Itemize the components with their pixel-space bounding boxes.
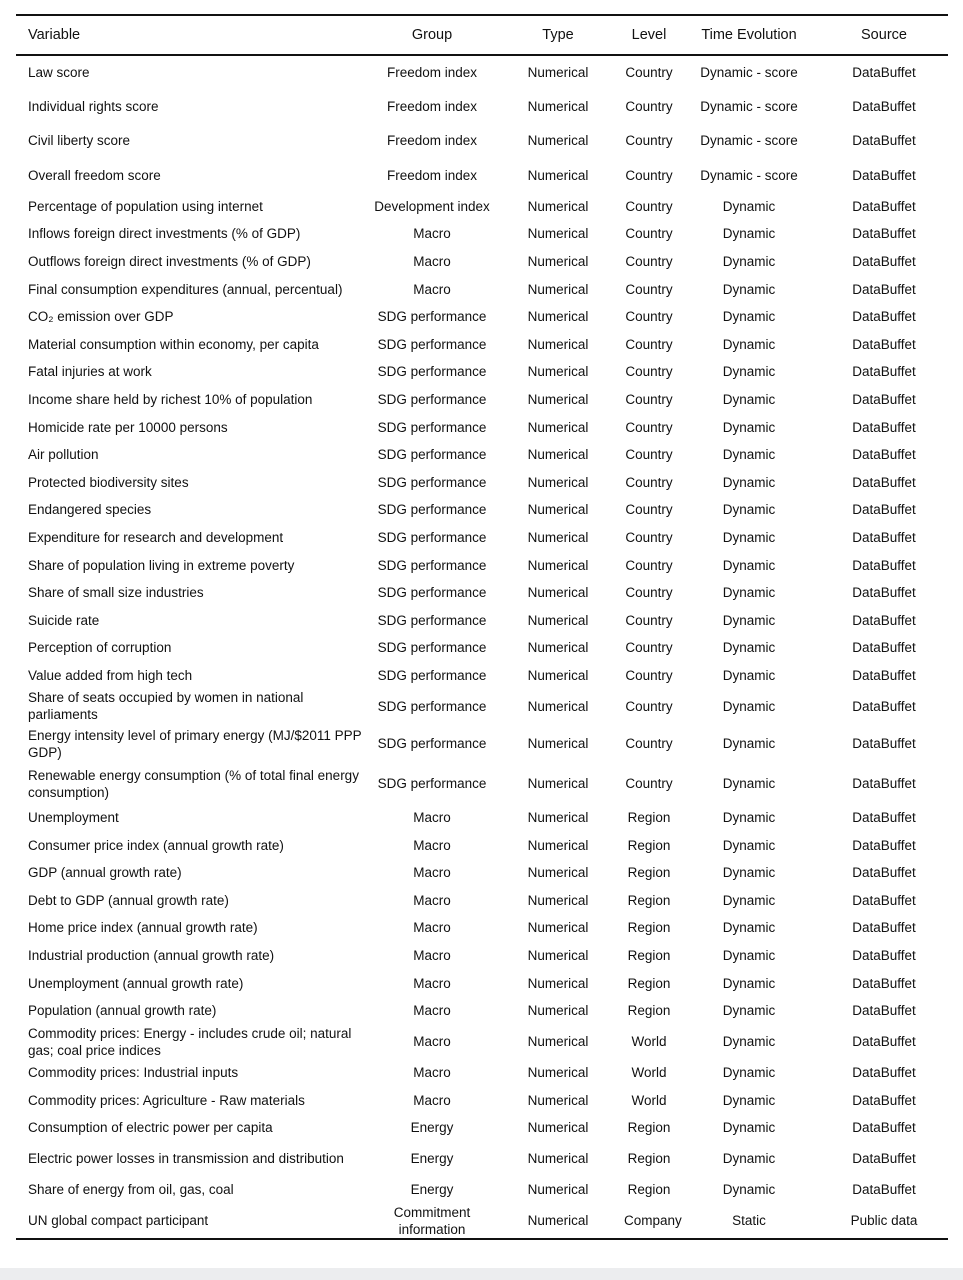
cell-variable: Inflows foreign direct investments (% of GDP) (28, 226, 301, 242)
cell-time-evolution: Dynamic (722, 502, 776, 518)
table-row (16, 764, 948, 804)
cell-level: Country (625, 226, 673, 242)
cell-source: DataBuffet (852, 392, 916, 408)
cell-time-evolution: Dynamic (722, 1092, 776, 1108)
cell-group: SDG performance (377, 557, 487, 573)
cell-variable: CO₂ emission over GDP (28, 309, 174, 325)
cell-type: Numerical (527, 640, 589, 656)
cell-level: World (631, 1092, 667, 1108)
cell-level: Region (627, 920, 671, 936)
header-variable: Variable (28, 26, 81, 43)
cell-variable: Consumer price index (annual growth rate) (28, 837, 284, 853)
cell-type: Numerical (527, 529, 589, 545)
cell-variable: Commodity prices: Agriculture - Raw materials (28, 1092, 305, 1108)
cell-group: SDG performance (377, 612, 487, 628)
table-row (16, 496, 948, 524)
cell-type: Numerical (527, 1065, 589, 1081)
cell-type: Numerical (527, 947, 589, 963)
table-row (16, 579, 948, 607)
cell-level: Region (627, 1151, 671, 1167)
cell-group: SDG performance (377, 336, 487, 352)
table-row (16, 969, 948, 997)
header-type: Type (542, 26, 574, 43)
cell-type: Numerical (527, 1120, 589, 1136)
cell-level: Country (625, 502, 673, 518)
cell-variable: Suicide rate (28, 612, 100, 628)
cell-time-evolution: Dynamic (722, 1065, 776, 1081)
cell-type: Numerical (527, 1151, 589, 1167)
table-row (16, 914, 948, 942)
cell-source: DataBuffet (852, 309, 916, 325)
cell-time-evolution: Dynamic (722, 309, 776, 325)
cell-type: Numerical (527, 167, 589, 183)
cell-type: Numerical (527, 99, 589, 115)
cell-level: Region (627, 947, 671, 963)
cell-source: DataBuffet (852, 502, 916, 518)
header-group: Group (411, 26, 453, 43)
cell-level: Country (625, 698, 673, 714)
cell-group: Macro (413, 947, 451, 963)
cell-type: Numerical (527, 392, 589, 408)
cell-variable: Commodity prices: Industrial inputs (28, 1065, 239, 1081)
table-row (16, 303, 948, 331)
cell-level: Country (625, 667, 673, 683)
cell-level: Country (625, 612, 673, 628)
cell-time-evolution: Dynamic (722, 364, 776, 380)
cell-variable: Population (annual growth rate) (28, 1003, 217, 1019)
cell-type: Numerical (527, 1034, 589, 1050)
cell-source: DataBuffet (852, 133, 916, 149)
cell-type: Numerical (527, 920, 589, 936)
table-row (16, 89, 948, 123)
table-row (16, 724, 948, 764)
cell-source: DataBuffet (852, 947, 916, 963)
cell-variable: Air pollution (28, 447, 99, 463)
cell-variable: Income share held by richest 10% of population (28, 392, 313, 408)
cell-time-evolution: Dynamic (722, 892, 776, 908)
cell-group: Freedom index (386, 99, 478, 115)
cell-variable: Individual rights score (28, 99, 159, 115)
table-row (16, 1142, 948, 1176)
cell-group: SDG performance (377, 698, 487, 714)
cell-type: Numerical (527, 198, 589, 214)
cell-type: Numerical (527, 1092, 589, 1108)
cell-level: Country (625, 254, 673, 270)
cell-time-evolution: Dynamic (722, 557, 776, 573)
cell-type: Numerical (527, 865, 589, 881)
cell-group: Freedom index (386, 65, 478, 81)
cell-level: Country (625, 736, 673, 752)
table-row (16, 1086, 948, 1114)
table-row (16, 386, 948, 414)
cell-time-evolution: Dynamic (722, 281, 776, 297)
table-row (16, 158, 948, 192)
cell-level: Country (625, 474, 673, 490)
cell-level: Country (625, 336, 673, 352)
cell-source: DataBuffet (852, 612, 916, 628)
cell-time-evolution: Dynamic (722, 1151, 776, 1167)
cell-level: Region (627, 975, 671, 991)
cell-time-evolution: Dynamic (722, 920, 776, 936)
cell-level: Country (625, 392, 673, 408)
cell-group: Macro (413, 226, 451, 242)
cell-variable: Industrial production (annual growth rate) (28, 947, 275, 963)
cell-time-evolution: Dynamic (722, 447, 776, 463)
cell-type: Numerical (527, 667, 589, 683)
cell-level: Country (625, 776, 673, 792)
cell-group: SDG performance (377, 736, 487, 752)
cell-source: DataBuffet (852, 837, 916, 853)
cell-source: DataBuffet (852, 1065, 916, 1081)
cell-type: Numerical (527, 281, 589, 297)
cell-type: Numerical (527, 1003, 589, 1019)
cell-variable: Material consumption within economy, per capita (28, 336, 319, 352)
cell-time-evolution: Dynamic - score (700, 133, 798, 149)
table-row (16, 886, 948, 914)
cell-source: DataBuffet (852, 736, 916, 752)
cell-group: Macro (413, 809, 451, 825)
cell-source: DataBuffet (852, 892, 916, 908)
cell-level: Company (624, 1213, 682, 1229)
cell-group: Macro (413, 892, 451, 908)
cell-variable: Electric power losses in transmission and distribution (28, 1151, 344, 1167)
cell-time-evolution: Dynamic (722, 1120, 776, 1136)
cell-variable: Perception of corruption (28, 640, 172, 656)
cell-type: Numerical (527, 612, 589, 628)
cell-group: Freedom index (386, 167, 478, 183)
cell-level: Country (625, 198, 673, 214)
cell-time-evolution: Dynamic (722, 1034, 776, 1050)
cell-group: SDG performance (377, 447, 487, 463)
cell-source: DataBuffet (852, 254, 916, 270)
cell-source: DataBuffet (852, 281, 916, 297)
cell-time-evolution: Dynamic (722, 254, 776, 270)
cell-type: Numerical (527, 474, 589, 490)
cell-type: Numerical (527, 585, 589, 601)
cell-level: Country (625, 99, 673, 115)
header-row (16, 15, 948, 55)
cell-variable: Expenditure for research and development (28, 529, 284, 545)
cell-group: Commitment information (393, 1204, 471, 1237)
cell-variable: Law score (28, 65, 90, 81)
cell-variable: Outflows foreign direct investments (% of GDP) (28, 254, 311, 270)
cell-type: Numerical (527, 1213, 589, 1229)
cell-time-evolution: Dynamic (722, 585, 776, 601)
cell-time-evolution: Dynamic - score (700, 65, 798, 81)
cell-level: Country (625, 640, 673, 656)
cell-source: DataBuffet (852, 640, 916, 656)
cell-source: DataBuffet (852, 1034, 916, 1050)
table-row (16, 551, 948, 579)
cell-group: Macro (413, 254, 451, 270)
cell-source: DataBuffet (852, 776, 916, 792)
cell-variable: Debt to GDP (annual growth rate) (28, 892, 229, 908)
cell-source: DataBuffet (852, 447, 916, 463)
cell-group: SDG performance (377, 392, 487, 408)
cell-time-evolution: Dynamic (722, 612, 776, 628)
table-row (16, 942, 948, 970)
cell-level: Country (625, 364, 673, 380)
cell-group: Macro (413, 1065, 451, 1081)
cell-source: Public data (850, 1213, 918, 1229)
cell-variable: Unemployment (annual growth rate) (28, 975, 244, 991)
page-bottom-edge (0, 1268, 963, 1280)
table-row (16, 831, 948, 859)
cell-level: Country (625, 585, 673, 601)
cell-group: Macro (413, 281, 451, 297)
cell-variable: Commodity prices: Energy - includes crude oil; natural gas; coal price indices (28, 1025, 352, 1058)
table-row (16, 469, 948, 497)
cell-type: Numerical (527, 336, 589, 352)
cell-time-evolution: Dynamic (722, 736, 776, 752)
cell-time-evolution: Dynamic (722, 419, 776, 435)
cell-time-evolution: Dynamic - score (700, 167, 798, 183)
variables-table (16, 14, 948, 1240)
table-row (16, 1059, 948, 1087)
cell-group: Macro (413, 1092, 451, 1108)
cell-source: DataBuffet (852, 336, 916, 352)
cell-variable: Final consumption expenditures (annual, percentual) (28, 281, 343, 297)
cell-variable: Share of population living in extreme poverty (28, 557, 295, 573)
table-row (16, 1176, 948, 1204)
cell-source: DataBuffet (852, 474, 916, 490)
cell-type: Numerical (527, 502, 589, 518)
cell-level: World (631, 1034, 667, 1050)
cell-group: SDG performance (377, 309, 487, 325)
cell-type: Numerical (527, 1182, 589, 1198)
cell-source: DataBuffet (852, 698, 916, 714)
cell-level: Region (627, 1003, 671, 1019)
header-source: Source (861, 26, 907, 43)
cell-group: SDG performance (377, 419, 487, 435)
cell-level: Country (625, 557, 673, 573)
cell-level: Country (625, 167, 673, 183)
cell-group: SDG performance (377, 502, 487, 518)
header-level: Level (631, 26, 667, 43)
cell-time-evolution: Dynamic (722, 1003, 776, 1019)
cell-variable: Share of energy from oil, gas, coal (28, 1182, 234, 1198)
cell-source: DataBuffet (852, 1151, 916, 1167)
cell-time-evolution: Dynamic (722, 865, 776, 881)
cell-group: Macro (413, 1034, 451, 1050)
cell-group: Energy (410, 1120, 454, 1136)
cell-group: SDG performance (377, 585, 487, 601)
cell-type: Numerical (527, 975, 589, 991)
table-row (16, 662, 948, 690)
cell-type: Numerical (527, 364, 589, 380)
cell-source: DataBuffet (852, 167, 916, 183)
cell-source: DataBuffet (852, 865, 916, 881)
cell-group: Freedom index (386, 133, 478, 149)
cell-source: DataBuffet (852, 920, 916, 936)
cell-source: DataBuffet (852, 226, 916, 242)
cell-variable: Share of small size industries (28, 585, 204, 601)
table-row (16, 124, 948, 158)
cell-variable: Overall freedom score (28, 167, 161, 183)
cell-type: Numerical (527, 419, 589, 435)
cell-time-evolution: Static (732, 1213, 766, 1229)
cell-variable: Home price index (annual growth rate) (28, 920, 258, 936)
cell-variable: Energy intensity level of primary energy (MJ/$2011 PPP GDP) (28, 727, 362, 760)
cell-source: DataBuffet (852, 419, 916, 435)
cell-group: SDG performance (377, 474, 487, 490)
cell-source: DataBuffet (852, 364, 916, 380)
table-header (16, 15, 948, 55)
cell-time-evolution: Dynamic (722, 698, 776, 714)
table-row (16, 275, 948, 303)
cell-group: SDG performance (377, 529, 487, 545)
cell-time-evolution: Dynamic (722, 529, 776, 545)
table-row (16, 413, 948, 441)
cell-variable: Unemployment (28, 809, 119, 825)
cell-source: DataBuffet (852, 99, 916, 115)
cell-group: Macro (413, 865, 451, 881)
table-row (16, 220, 948, 248)
cell-variable: Fatal injuries at work (28, 364, 152, 380)
cell-level: Country (625, 309, 673, 325)
cell-variable: Consumption of electric power per capita (28, 1120, 273, 1136)
cell-level: Country (625, 529, 673, 545)
cell-source: DataBuffet (852, 65, 916, 81)
cell-type: Numerical (527, 776, 589, 792)
cell-level: Region (627, 809, 671, 825)
cell-level: Region (627, 892, 671, 908)
cell-source: DataBuffet (852, 1120, 916, 1136)
cell-time-evolution: Dynamic (722, 474, 776, 490)
cell-type: Numerical (527, 226, 589, 242)
cell-type: Numerical (527, 254, 589, 270)
cell-type: Numerical (527, 133, 589, 149)
cell-variable: Homicide rate per 10000 persons (28, 419, 228, 435)
cell-variable: Share of seats occupied by women in national parliaments (28, 690, 304, 723)
cell-group: Energy (410, 1151, 454, 1167)
cell-time-evolution: Dynamic (722, 809, 776, 825)
cell-type: Numerical (527, 65, 589, 81)
cell-level: Region (627, 865, 671, 881)
table-row (16, 1114, 948, 1142)
cell-time-evolution: Dynamic (722, 667, 776, 683)
table-row (16, 1204, 948, 1239)
cell-source: DataBuffet (852, 667, 916, 683)
header-time-evolution: Time Evolution (701, 26, 797, 43)
cell-type: Numerical (527, 557, 589, 573)
table-row (16, 1024, 948, 1058)
cell-type: Numerical (527, 736, 589, 752)
table-row (16, 331, 948, 359)
cell-level: Country (625, 281, 673, 297)
cell-group: SDG performance (377, 640, 487, 656)
cell-type: Numerical (527, 892, 589, 908)
cell-level: Country (625, 447, 673, 463)
cell-group: Macro (413, 920, 451, 936)
cell-group: Energy (410, 1182, 454, 1198)
table-row (16, 606, 948, 634)
table-row (16, 689, 948, 723)
cell-group: Macro (413, 975, 451, 991)
cell-variable: Endangered species (28, 502, 152, 518)
cell-variable: Civil liberty score (28, 133, 131, 149)
cell-level: Country (625, 65, 673, 81)
cell-time-evolution: Dynamic (722, 776, 776, 792)
cell-type: Numerical (527, 447, 589, 463)
cell-source: DataBuffet (852, 809, 916, 825)
cell-source: DataBuffet (852, 529, 916, 545)
cell-group: SDG performance (377, 776, 487, 792)
cell-variable: Value added from high tech (28, 667, 193, 683)
cell-source: DataBuffet (852, 1003, 916, 1019)
cell-type: Numerical (527, 309, 589, 325)
cell-source: DataBuffet (852, 975, 916, 991)
cell-level: Country (625, 133, 673, 149)
cell-variable: GDP (annual growth rate) (28, 865, 182, 881)
table-row (16, 55, 948, 89)
cell-source: DataBuffet (852, 1182, 916, 1198)
cell-time-evolution: Dynamic (722, 947, 776, 963)
cell-level: Country (625, 419, 673, 435)
table-row (16, 859, 948, 887)
cell-type: Numerical (527, 809, 589, 825)
table-row (16, 441, 948, 469)
cell-time-evolution: Dynamic (722, 198, 776, 214)
table-row (16, 358, 948, 386)
cell-variable: Protected biodiversity sites (28, 474, 189, 490)
cell-time-evolution: Dynamic (722, 1182, 776, 1198)
cell-group: Macro (413, 1003, 451, 1019)
cell-time-evolution: Dynamic (722, 336, 776, 352)
cell-level: Region (627, 1120, 671, 1136)
table-row (16, 634, 948, 662)
cell-variable: Renewable energy consumption (% of total final energy consumption) (28, 767, 359, 800)
table-row (16, 193, 948, 221)
table-row (16, 248, 948, 276)
cell-group: SDG performance (377, 667, 487, 683)
cell-source: DataBuffet (852, 1092, 916, 1108)
cell-variable: Percentage of population using internet (28, 198, 263, 214)
cell-level: Region (627, 1182, 671, 1198)
cell-variable: UN global compact participant (28, 1213, 209, 1229)
cell-group: Development index (374, 198, 490, 214)
table-row (16, 804, 948, 832)
cell-type: Numerical (527, 698, 589, 714)
cell-level: World (631, 1065, 667, 1081)
cell-time-evolution: Dynamic (722, 640, 776, 656)
cell-group: SDG performance (377, 364, 487, 380)
cell-source: DataBuffet (852, 585, 916, 601)
cell-time-evolution: Dynamic (722, 837, 776, 853)
cell-group: Macro (413, 837, 451, 853)
table-row (16, 524, 948, 552)
cell-time-evolution: Dynamic (722, 226, 776, 242)
cell-source: DataBuffet (852, 198, 916, 214)
cell-type: Numerical (527, 837, 589, 853)
cell-source: DataBuffet (852, 557, 916, 573)
cell-time-evolution: Dynamic - score (700, 99, 798, 115)
cell-time-evolution: Dynamic (722, 392, 776, 408)
cell-level: Region (627, 837, 671, 853)
table-row (16, 997, 948, 1025)
table-body (16, 55, 948, 1239)
cell-time-evolution: Dynamic (722, 975, 776, 991)
